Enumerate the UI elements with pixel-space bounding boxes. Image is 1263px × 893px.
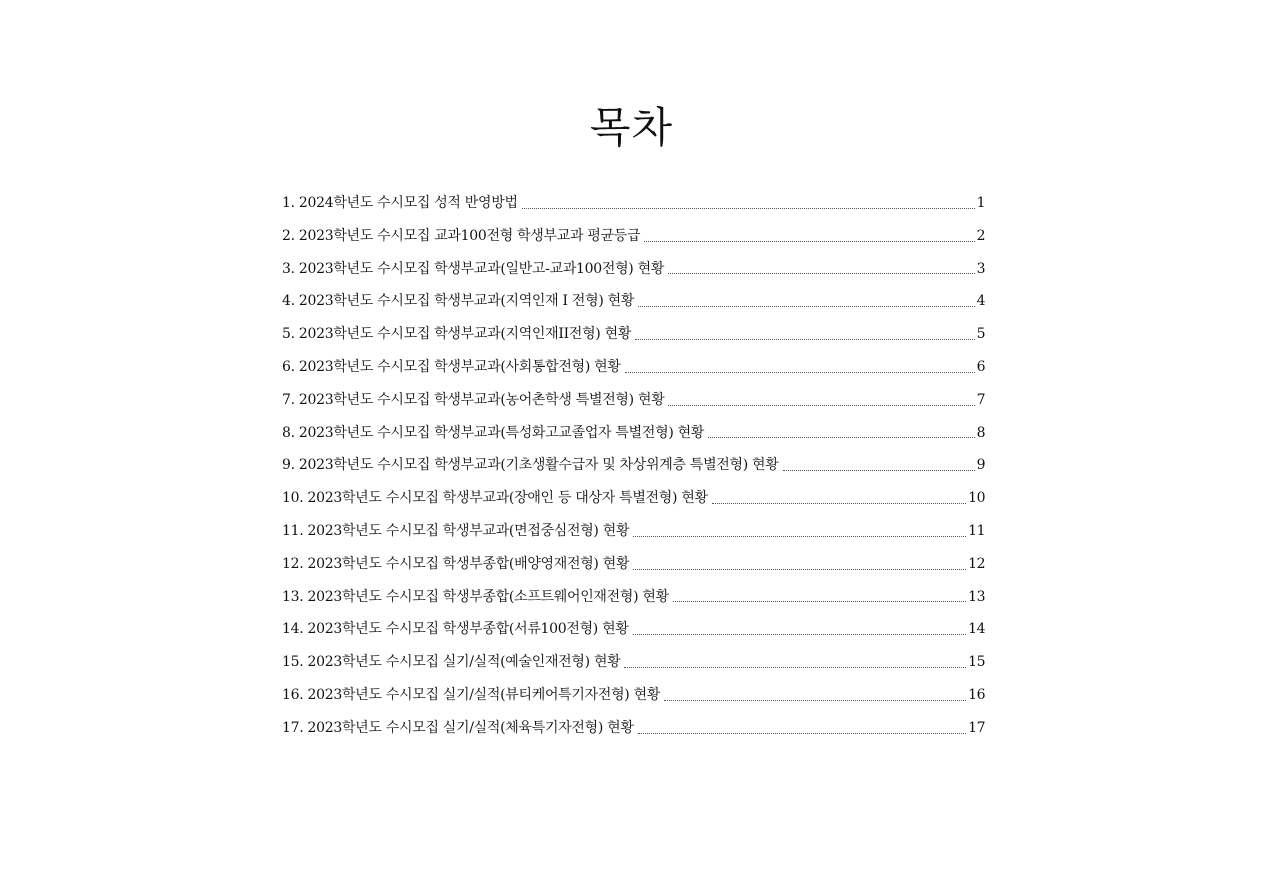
toc-entry[interactable] xyxy=(282,285,985,318)
toc-entry[interactable] xyxy=(282,712,985,745)
dot-leader xyxy=(633,568,966,570)
dot-leader xyxy=(664,699,966,701)
dot-leader xyxy=(668,404,974,406)
toc-entry-label: 9. 2023학년도 수시모집 학생부교과(기초생활수급자 및 차상위계층 특별전형) 현황 xyxy=(282,457,779,474)
toc-entry-label: 12. 2023학년도 수시모집 학생부종합(배양영재전형) 현황 xyxy=(282,555,630,572)
toc-entry-label: 15. 2023학년도 수시모집 실기/실적(예술인재전형) 현황 xyxy=(282,654,621,671)
toc-entry[interactable] xyxy=(282,515,985,548)
toc-entry[interactable] xyxy=(282,613,985,646)
dot-leader xyxy=(633,633,967,635)
toc-entry-page: 8 xyxy=(976,424,985,441)
toc-entry-label: 2. 2023학년도 수시모집 교과100전형 학생부교과 평균등급 xyxy=(282,227,641,244)
toc-entry-page: 5 xyxy=(976,326,985,343)
dot-leader xyxy=(783,469,975,471)
dot-leader xyxy=(638,732,967,734)
toc-entry[interactable] xyxy=(282,548,985,581)
toc-entry[interactable] xyxy=(282,384,985,417)
toc-entry-label: 8. 2023학년도 수시모집 학생부교과(특성화고교졸업자 특별전형) 현황 xyxy=(282,424,705,441)
toc-entry-page: 3 xyxy=(976,260,985,277)
toc-entry[interactable] xyxy=(282,581,985,614)
toc-entry-page: 2 xyxy=(976,227,985,244)
dot-leader xyxy=(712,502,966,504)
toc-entry-label: 13. 2023학년도 수시모집 학생부종합(소프트웨어인재전형) 현황 xyxy=(282,588,669,605)
toc-entry-page: 6 xyxy=(976,358,985,375)
toc-entry-label: 11. 2023학년도 수시모집 학생부교과(면접중심전형) 현황 xyxy=(282,522,630,539)
toc-entry[interactable] xyxy=(282,646,985,679)
toc-entry[interactable] xyxy=(282,679,985,712)
dot-leader xyxy=(708,436,974,438)
toc-entry-label: 10. 2023학년도 수시모집 학생부교과(장애인 등 대상자 특별전형) 현황 xyxy=(282,490,708,507)
toc-entry-page: 10 xyxy=(968,490,985,507)
toc-entry-label: 16. 2023학년도 수시모집 실기/실적(뷰티케어특기자전형) 현황 xyxy=(282,686,661,703)
dot-leader xyxy=(668,272,975,274)
toc-entry-page: 7 xyxy=(976,391,985,408)
dot-leader xyxy=(633,535,966,537)
toc-entry-page: 4 xyxy=(976,293,985,310)
toc-list xyxy=(282,187,985,745)
toc-entry-label: 3. 2023학년도 수시모집 학생부교과(일반고-교과100전형) 현황 xyxy=(282,260,665,277)
toc-title: 목차 xyxy=(589,103,674,152)
toc-entry-label: 1. 2024학년도 수시모집 성적 반영방법 xyxy=(282,195,518,211)
dot-leader xyxy=(638,305,974,307)
toc-entry-page: 1 xyxy=(976,195,985,211)
toc-entry-page: 12 xyxy=(968,555,985,572)
dot-leader xyxy=(624,666,966,668)
toc-entry[interactable] xyxy=(282,449,985,482)
toc-entry[interactable] xyxy=(282,187,985,220)
toc-entry[interactable] xyxy=(282,318,985,351)
toc-entry-label: 14. 2023학년도 수시모집 학생부종합(서류100전형) 현황 xyxy=(282,621,629,638)
toc-entry[interactable] xyxy=(282,220,985,253)
toc-entry-page: 9 xyxy=(976,457,985,474)
toc-entry-label: 5. 2023학년도 수시모집 학생부교과(지역인재II전형) 현황 xyxy=(282,326,632,343)
dot-leader xyxy=(673,600,966,602)
toc-entry-label: 6. 2023학년도 수시모집 학생부교과(사회통합전형) 현황 xyxy=(282,358,621,375)
toc-entry[interactable] xyxy=(282,417,985,450)
dot-leader xyxy=(625,371,975,373)
toc-entry[interactable] xyxy=(282,482,985,515)
dot-leader xyxy=(644,240,974,242)
toc-entry-page: 16 xyxy=(968,686,985,703)
toc-entry-page: 13 xyxy=(968,588,985,605)
toc-entry-page: 11 xyxy=(968,522,985,539)
toc-entry-label: 17. 2023학년도 수시모집 실기/실적(체육특기자전형) 현황 xyxy=(282,719,634,736)
dot-leader xyxy=(522,207,975,209)
toc-entry[interactable] xyxy=(282,253,985,286)
toc-entry-page: 14 xyxy=(968,621,985,638)
toc-entry-label: 4. 2023학년도 수시모집 학생부교과(지역인재 I 전형) 현황 xyxy=(282,293,635,310)
toc-entry-page: 15 xyxy=(968,654,985,671)
toc-entry-label: 7. 2023학년도 수시모집 학생부교과(농어촌학생 특별전형) 현황 xyxy=(282,391,665,408)
toc-entry-page: 17 xyxy=(968,719,985,736)
toc-entry[interactable] xyxy=(282,351,985,384)
dot-leader xyxy=(635,338,975,340)
